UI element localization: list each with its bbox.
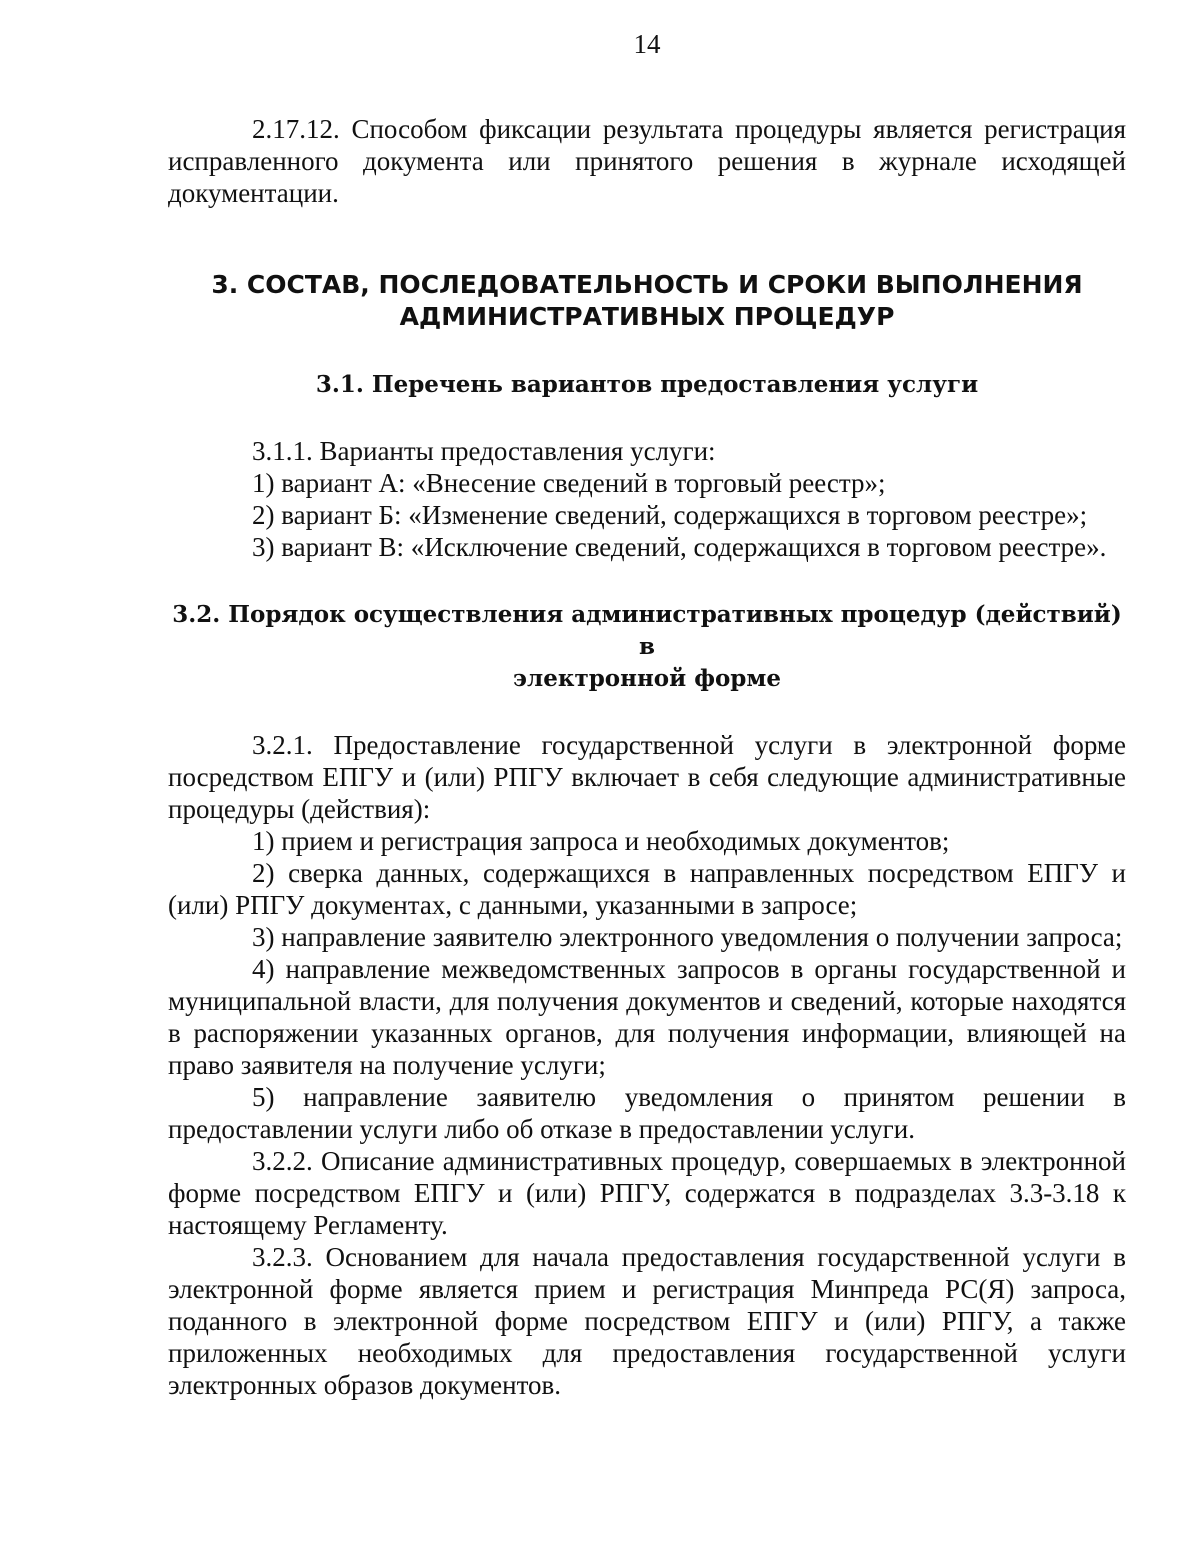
page-number: 14 xyxy=(633,29,661,59)
section-3-title-line1: 3. СОСТАВ, ПОСЛЕДОВАТЕЛЬНОСТЬ И СРОКИ ВЫПОЛНЕНИЯ xyxy=(211,270,1083,299)
paragraph-3-2-3: 3.2.3. Основанием для начала предоставления государственной услуги в электронной форме является прием и регистрация Минпреда РС(Я) запроса, поданного в электронной форме посредством ЕПГУ и (или) РПГУ, а также приложенных необходимых для предоставления государственной услуги электронных образов документов. xyxy=(168,1242,1126,1400)
section-3-title-line2: АДМИНИСТРАТИВНЫХ ПРОЦЕДУР xyxy=(399,302,895,331)
paragraph-3-2-1: 3.2.1. Предоставление государственной услуги в электронной форме посредством ЕПГУ и (или) РПГУ включает в себя следующие административные процедуры (действия): xyxy=(168,730,1126,824)
procedure-item-4: 4) направление межведомственных запросов в органы государственной и муниципальной власти, для получения документов и сведений, которые находятся в распоряжении указанных органов, для получения информации, влияющей на право заявителя на получение услуги; xyxy=(168,954,1126,1080)
paragraph-3-2-2: 3.2.2. Описание административных процедур, совершаемых в электронной форме посредством ЕПГУ и (или) РПГУ, содержатся в подразделах 3.3-3.18 к настоящему Регламенту. xyxy=(168,1146,1126,1240)
variant-item-c: 3) вариант В: «Исключение сведений, содержащихся в торговом реестре». xyxy=(252,532,1107,562)
variant-item-b: 2) вариант Б: «Изменение сведений, содержащихся в торговом реестре»; xyxy=(252,500,1088,530)
variant-item-a: 1) вариант А: «Внесение сведений в торговый реестр»; xyxy=(252,468,886,498)
section-3-2-title xyxy=(168,599,1126,695)
procedure-item-5: 5) направление заявителю уведомления о принятом решении в предоставлении услуги либо об отказе в предоставлении услуги. xyxy=(168,1082,1126,1144)
procedure-item-2: 2) сверка данных, содержащихся в направленных посредством ЕПГУ и (или) РПГУ документах, с данными, указанными в запросе; xyxy=(168,858,1126,920)
section-3-2-title-line2: электронной форме xyxy=(513,665,781,692)
section-3-1-1-intro: 3.1.1. Варианты предоставления услуги: xyxy=(252,436,716,466)
procedure-item-3: 3) направление заявителю электронного уведомления о получении запроса; xyxy=(252,922,1123,952)
section-3-1-title: 3.1. Перечень вариантов предоставления услуги xyxy=(315,371,979,398)
procedure-item-1: 1) прием и регистрация запроса и необходимых документов; xyxy=(252,826,950,856)
paragraph-2-17-12: 2.17.12. Способом фиксации результата процедуры является регистрация исправленного документа или принятого решения в журнале исходящей документации. xyxy=(168,114,1126,208)
section-3-2-title-line1: 3.2. Порядок осуществления административных процедур (действий) в xyxy=(172,601,1122,660)
section-3-title xyxy=(168,269,1126,333)
document-body xyxy=(168,113,1126,1401)
